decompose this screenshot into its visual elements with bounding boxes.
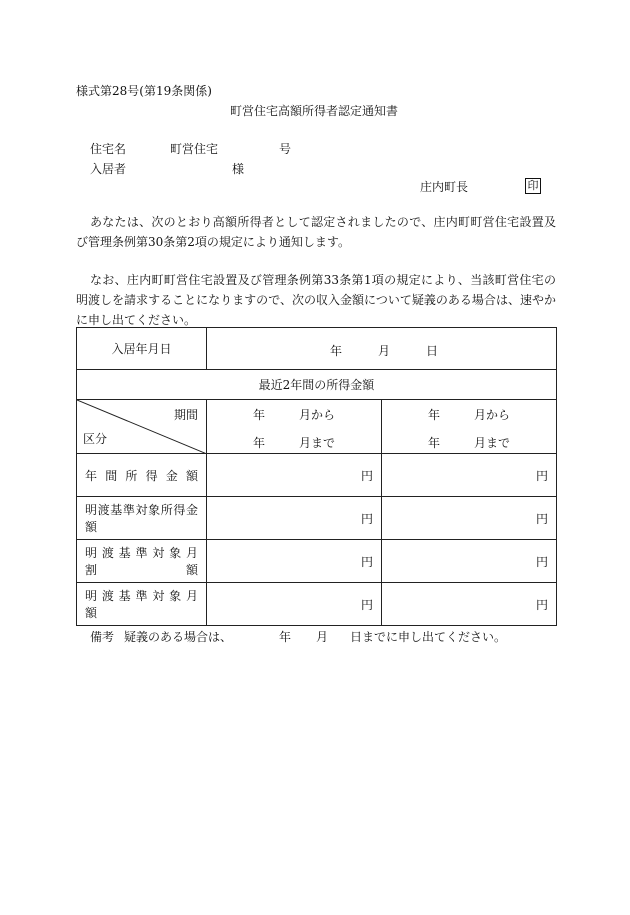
yen-unit: 円 [207, 583, 382, 626]
move-in-month: 月 [378, 344, 391, 358]
row-label-eviction-income: 明渡基準対象所得金額 [77, 497, 207, 540]
period-2-from-month: 月から [474, 408, 511, 422]
diag-period-label: 期間 [173, 408, 198, 422]
period-1-from-month: 月から [299, 408, 336, 422]
remarks-text-1: 疑義のある場合は、 [124, 630, 233, 644]
row-label-eviction-monthly: 明 渡 基 準 対 象 月 額 [77, 583, 207, 626]
table-row [77, 497, 557, 540]
move-in-row [77, 328, 557, 370]
yen-unit: 円 [382, 497, 557, 540]
yen-unit: 円 [382, 540, 557, 583]
table-row [77, 583, 557, 626]
period-2 [382, 400, 557, 454]
period-1-until-month: 月まで [299, 436, 336, 450]
yen-unit: 円 [207, 540, 382, 583]
move-in-date [207, 328, 557, 370]
mayor-title: 庄内町長 [420, 180, 469, 194]
income-header-row [77, 370, 557, 400]
notice-paragraph-2: なお、庄内町町営住宅設置及び管理条例第33条第1項の規定により、当該町営住宅の明渡しを請求することになりますので、次の収入金額について疑義のある場合は、速やかに申し出てください。 [76, 273, 556, 327]
row-label-annual-income: 年 間 所 得 金 額 [77, 454, 207, 497]
document-title: 町営住宅高額所得者認定通知書 [230, 104, 399, 118]
table-row [77, 540, 557, 583]
resident-honorific: 様 [232, 162, 245, 176]
housing-label: 住宅名 [90, 142, 127, 156]
period-1-from-year: 年 [253, 408, 266, 422]
yen-unit: 円 [207, 497, 382, 540]
resident-label: 入居者 [90, 162, 127, 176]
income-header: 最近2年間の所得金額 [77, 370, 557, 400]
remarks-month: 月 [316, 630, 329, 644]
yen-unit: 円 [207, 454, 382, 497]
remarks-label: 備考 [90, 630, 115, 644]
housing-name: 町営住宅 [170, 142, 219, 156]
row-label-eviction-monthly-prorated: 明 渡 基 準 対 象 月 割 額 [77, 540, 207, 583]
seal-stamp: 印 [525, 178, 541, 194]
move-in-day: 日 [426, 344, 439, 358]
table-row [77, 454, 557, 497]
income-table [76, 327, 557, 626]
period-1-until-year: 年 [253, 436, 266, 450]
yen-unit: 円 [382, 583, 557, 626]
move-in-year: 年 [330, 344, 343, 358]
notice-paragraph-1: あなたは、次のとおり高額所得者として認定されましたので、庄内町町営住宅設置及び管理条例第30条第2項の規定により通知します。 [76, 215, 556, 249]
remarks-text-2: 日までに申し出てください。 [350, 630, 507, 644]
period-1 [207, 400, 382, 454]
move-in-label: 入居年月日 [77, 328, 207, 370]
diag-category-label: 区分 [83, 432, 108, 446]
diagonal-header-cell [77, 400, 207, 454]
period-2-from-year: 年 [428, 408, 441, 422]
period-2-until-month: 月まで [474, 436, 511, 450]
housing-number-suffix: 号 [279, 142, 292, 156]
period-2-until-year: 年 [428, 436, 441, 450]
form-number: 様式第28号(第19条関係) [76, 84, 212, 98]
remarks-year: 年 [279, 630, 292, 644]
yen-unit: 円 [382, 454, 557, 497]
period-row [77, 400, 557, 454]
